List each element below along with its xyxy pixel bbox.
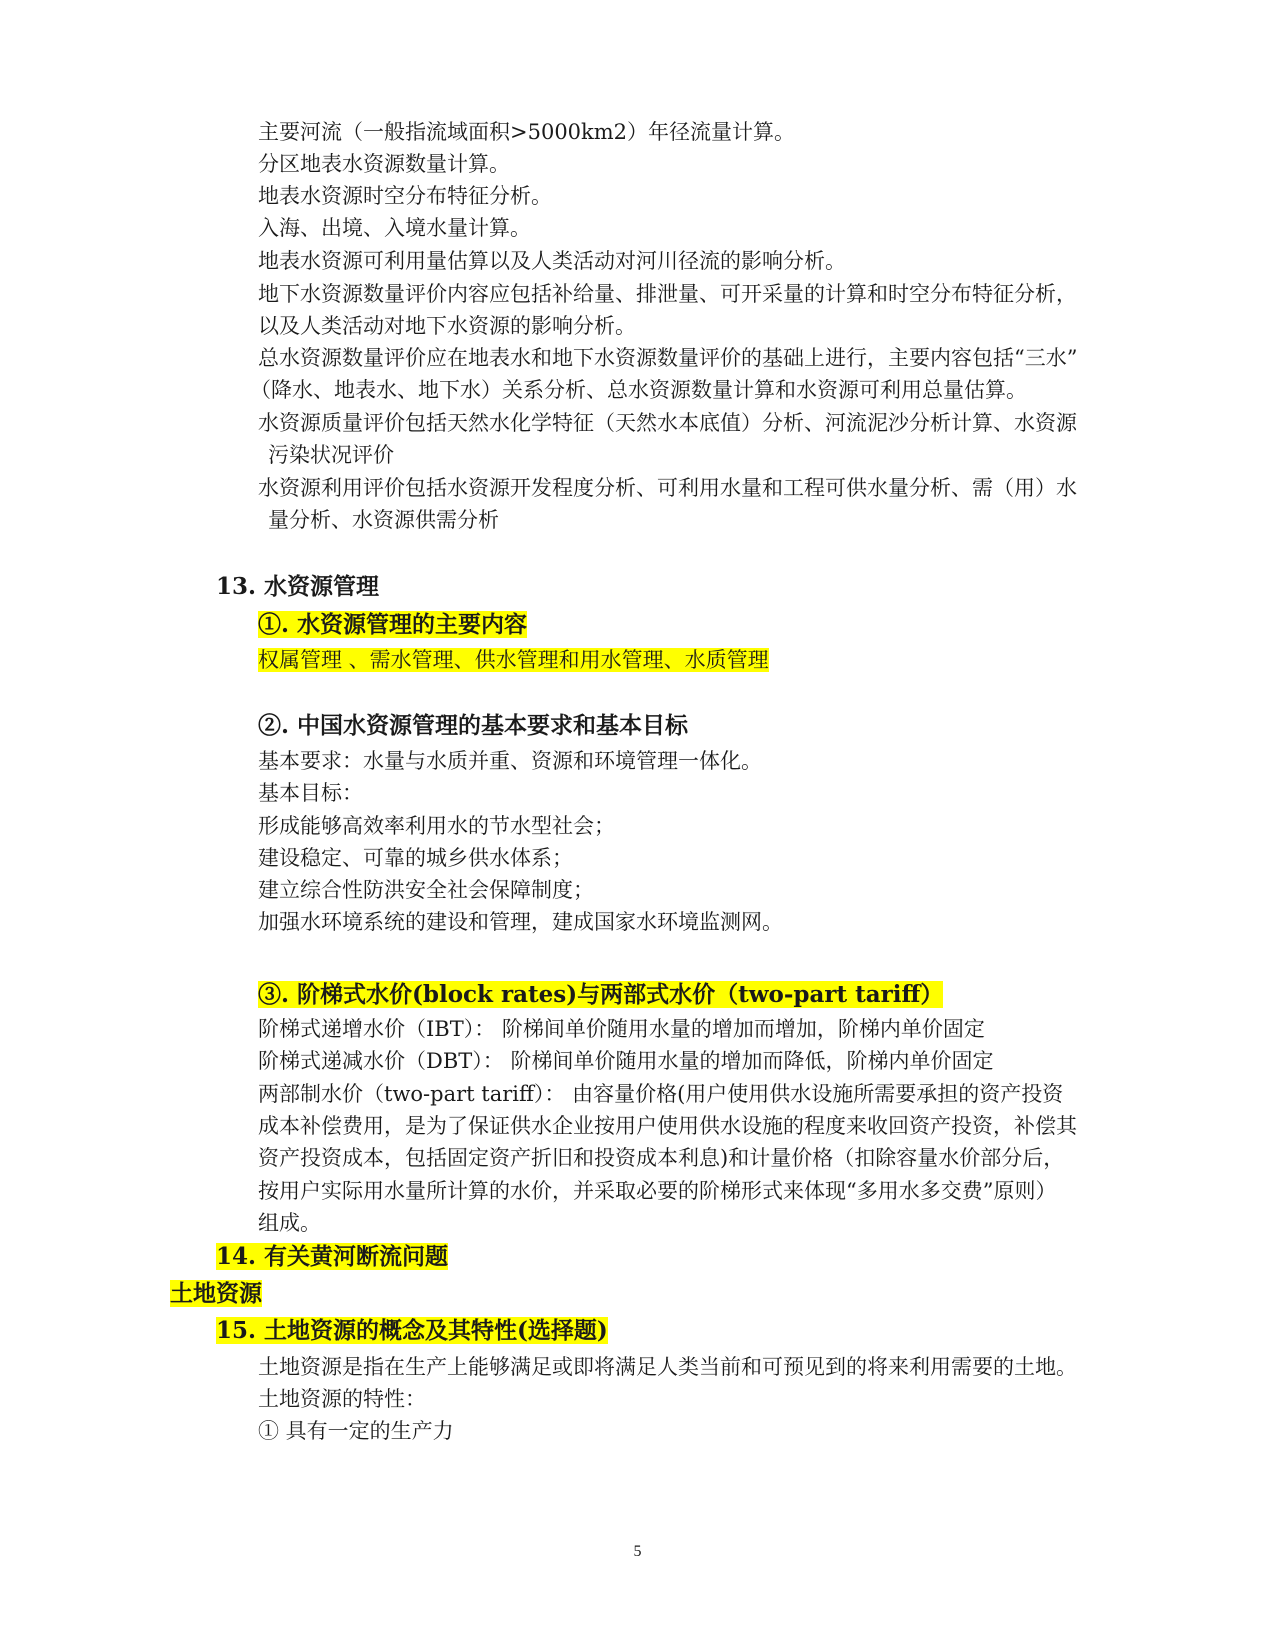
text-line: 形成能够高效率利用水的节水型社会； (258, 814, 615, 838)
text-line: 土地资源的特性： (258, 1387, 426, 1411)
text-line: 水资源质量评价包括天然水化学特征（天然水本底值）分析、河流泥沙分析计算、水资源 (258, 411, 1077, 435)
text-line: 土地资源是指在生产上能够满足或即将满足人类当前和可预见到的将来利用需要的土地。 (258, 1355, 1077, 1379)
text-line: 两部制水价（two-part tariff）： 由容量价格(用户使用供水设施所需要承担的资产投资 (258, 1082, 1064, 1106)
text-line: 量分析、水资源供需分析 (268, 508, 499, 532)
text-line: 地表水资源可利用量估算以及人类活动对河川径流的影响分析。 (258, 249, 846, 273)
text-line: ① 具有一定的生产力 (258, 1419, 454, 1443)
text-line: 总水资源数量评价应在地表水和地下水资源数量评价的基础上进行，主要内容包括“三水” (258, 346, 1078, 370)
page-number: 5 (633, 1543, 642, 1560)
subsection-3-heading: ③. 阶梯式水价(block rates)与两部式水价（two-part tariff） (258, 981, 944, 1008)
section-13-heading: 13. 水资源管理 (216, 573, 380, 600)
text-line: 以及人类活动对地下水资源的影响分析。 (258, 314, 636, 338)
text-line: 基本要求：水量与水质并重、资源和环境管理一体化。 (258, 749, 762, 773)
text-line: 阶梯式递减水价（DBT）： 阶梯间单价随用水量的增加而降低，阶梯内单价固定 (258, 1049, 994, 1073)
text-line: 建立综合性防洪安全社会保障制度； (258, 878, 594, 902)
text-line: 分区地表水资源数量计算。 (258, 152, 510, 176)
text-line: 入海、出境、入境水量计算。 (258, 216, 531, 240)
text-line: 按用户实际用水量所计算的水价，并采取必要的阶梯形式来体现“多用水多交费”原则） (258, 1179, 1057, 1203)
text-line: 建设稳定、可靠的城乡供水体系； (258, 846, 573, 870)
text-line: 地下水资源数量评价内容应包括补给量、排泄量、可开采量的计算和时空分布特征分析， (258, 282, 1077, 306)
section-15-heading: 15. 土地资源的概念及其特性(选择题) (216, 1317, 608, 1344)
subsection-1-heading: ①. 水资源管理的主要内容 (258, 611, 528, 638)
text-line: 成本补偿费用，是为了保证供水企业按用户使用供水设施的程度来收回资产投资，补偿其 (258, 1114, 1077, 1138)
section-14-heading: 14. 有关黄河断流问题 (216, 1243, 449, 1270)
text-line: 污染状况评价 (268, 443, 394, 467)
text-line: 基本目标： (258, 781, 363, 805)
land-resources-heading: 土地资源 (170, 1280, 262, 1307)
text-line: 水资源利用评价包括水资源开发程度分析、可利用水量和工程可供水量分析、需（用）水 (258, 476, 1077, 500)
text-line: 组成。 (258, 1211, 321, 1235)
text-line: 阶梯式递增水价（IBT）： 阶梯间单价随用水量的增加而增加，阶梯内单价固定 (258, 1017, 985, 1041)
subsection-1-text: 权属管理 、需水管理、供水管理和用水管理、水质管理 (258, 648, 769, 672)
text-line: （降水、地表水、地下水）关系分析、总水资源数量计算和水资源可利用总量估算。 (250, 378, 1027, 402)
text-line: 资产投资成本，包括固定资产折旧和投资成本利息)和计量价格（扣除容量水价部分后， (258, 1146, 1065, 1170)
text-line: 主要河流（一般指流域面积>5000km2）年径流量计算。 (258, 120, 796, 144)
text-line: 加强水环境系统的建设和管理，建成国家水环境监测网。 (258, 910, 783, 934)
subsection-2-heading: ②. 中国水资源管理的基本要求和基本目标 (258, 712, 689, 739)
text-line: 地表水资源时空分布特征分析。 (258, 184, 552, 208)
